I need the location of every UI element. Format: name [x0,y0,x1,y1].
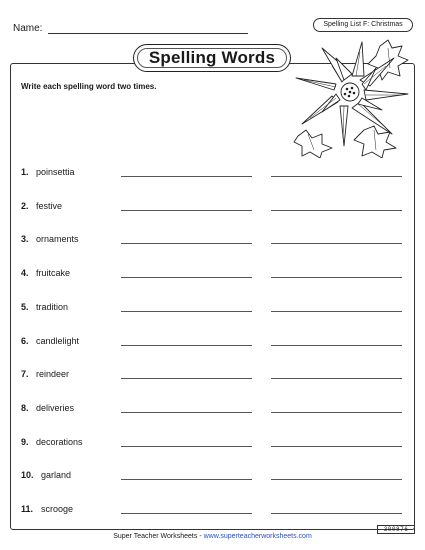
spelling-word: poinsettia [36,167,75,177]
answer-line-2[interactable] [271,446,402,447]
answer-line-2[interactable] [271,479,402,480]
answer-line-1[interactable] [121,243,252,244]
name-field[interactable] [48,33,248,34]
answer-line-1[interactable] [121,513,252,514]
word-number: 5. [21,301,29,312]
spelling-word: festive [36,200,63,211]
spelling-list-badge: Spelling List F: Christmas [313,18,413,32]
answer-line-1[interactable] [121,378,252,379]
spelling-word: decorations [36,436,83,447]
answer-line-1[interactable] [121,479,252,480]
answer-line-1[interactable] [121,210,252,211]
word-number: 11. [21,504,34,514]
spelling-word: reindeer [36,369,70,380]
word-number: 8. [21,402,29,413]
instructions: Write each spelling word two times. [21,82,157,91]
answer-line-2[interactable] [271,210,402,211]
word-number: 10. [21,470,34,481]
word-row [21,369,411,383]
spelling-word: candlelight [36,335,80,346]
word-number: 3. [21,234,29,245]
answer-line-2[interactable] [271,311,402,312]
word-number: 7. [21,369,29,380]
word-row [21,403,411,417]
page-title-text: Spelling Words [148,48,276,67]
word-number: 4. [21,268,29,279]
word-number: 1. [21,167,29,177]
answer-line-1[interactable] [121,345,252,346]
word-row [21,167,411,181]
answer-line-2[interactable] [271,412,402,413]
spelling-word: ornaments [36,234,79,245]
answer-line-1[interactable] [121,412,252,413]
answer-line-1[interactable] [121,176,252,177]
word-number: 2. [21,200,29,211]
word-row [21,234,411,248]
footer [0,533,425,540]
footer-url-link[interactable]: www.superteacherworksheets.com [203,533,312,540]
word-row [21,302,411,316]
page-title [133,44,291,72]
answer-line-1[interactable] [121,446,252,447]
spelling-word: deliveries [36,402,75,413]
footer-site-name: Super Teacher Worksheets [113,533,198,540]
name-label: Name: [13,23,43,34]
word-number: 6. [21,335,29,346]
word-row [21,504,411,518]
word-row [21,201,411,215]
spelling-word: fruitcake [36,268,71,279]
answer-line-2[interactable] [271,277,402,278]
spelling-word: garland [41,470,72,481]
word-row [21,470,411,484]
footer-separator: - [197,533,204,540]
poinsettia-icon [292,38,416,158]
answer-line-2[interactable] [271,176,402,177]
word-number: 9. [21,436,29,447]
answer-line-2[interactable] [271,513,402,514]
answer-line-1[interactable] [121,311,252,312]
worksheet-code: 300876 [377,525,415,534]
answer-line-2[interactable] [271,378,402,379]
word-row [21,437,411,451]
spelling-word: scrooge [41,504,74,514]
word-row [21,336,411,350]
answer-line-2[interactable] [271,243,402,244]
word-row [21,268,411,282]
answer-line-1[interactable] [121,277,252,278]
spelling-word: tradition [36,301,69,312]
answer-line-2[interactable] [271,345,402,346]
